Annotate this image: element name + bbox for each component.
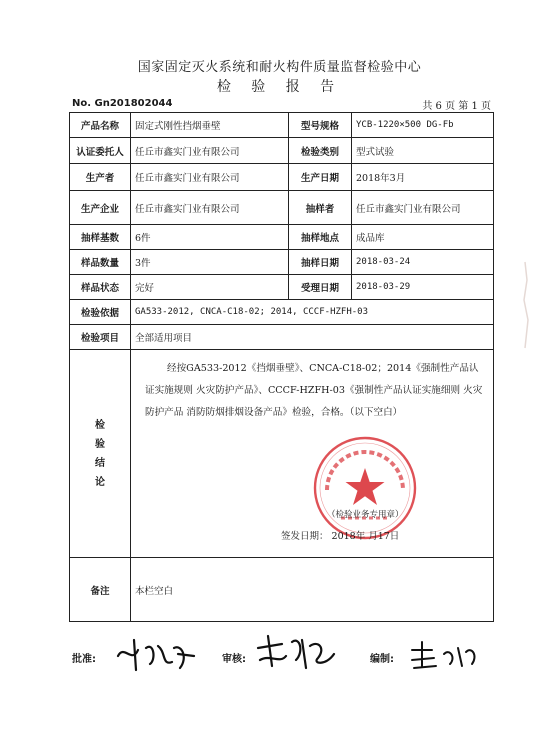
table-row bbox=[70, 191, 494, 225]
table-row bbox=[70, 164, 494, 191]
conclusion-label-char: 验 bbox=[95, 438, 105, 450]
report-table bbox=[69, 112, 494, 622]
table-row bbox=[70, 138, 494, 164]
sample-base-label: 抽样基数 bbox=[70, 225, 131, 250]
sampling-location-value: 成品库 bbox=[352, 225, 494, 250]
institution-name: 国家固定灭火系统和耐火构件质量监督检验中心 bbox=[137, 60, 422, 75]
approve-label: 批准: bbox=[72, 654, 96, 665]
note-label: 备注 bbox=[70, 558, 131, 622]
conclusion-label-char: 检 bbox=[95, 419, 105, 431]
received-date-label: 受理日期 bbox=[289, 275, 352, 300]
basis-value: GA533-2012, CNCA-C18-02; 2014, CCCF-HZFH-03 bbox=[131, 300, 494, 325]
table-row bbox=[70, 275, 494, 300]
compile-label: 编制: bbox=[370, 654, 394, 665]
paper-stain-mark bbox=[521, 260, 535, 350]
model-value: YCB-1220×500 DG-Fb bbox=[352, 113, 494, 138]
approver-signature bbox=[112, 634, 202, 674]
table-row bbox=[70, 250, 494, 275]
inspection-type-value: 型式试验 bbox=[352, 138, 494, 164]
basis-label: 检验依据 bbox=[70, 300, 131, 325]
table-row bbox=[70, 300, 494, 325]
sampling-date-value: 2018-03-24 bbox=[352, 250, 494, 275]
manufacturer-value: 任丘市鑫实门业有限公司 bbox=[131, 191, 289, 225]
sample-status-label: 样品状态 bbox=[70, 275, 131, 300]
producer-label: 生产者 bbox=[70, 164, 131, 191]
model-label: 型号规格 bbox=[289, 113, 352, 138]
sampling-location-label: 抽样地点 bbox=[289, 225, 352, 250]
producer-value: 任丘市鑫实门业有限公司 bbox=[131, 164, 289, 191]
sample-qty-value: 3件 bbox=[131, 250, 289, 275]
conclusion-cell bbox=[131, 350, 494, 558]
manufacturer-label: 生产企业 bbox=[70, 191, 131, 225]
product-name: 固定式刚性挡烟垂壁 bbox=[131, 113, 289, 138]
sample-qty-label: 样品数量 bbox=[70, 250, 131, 275]
inspection-type-label: 检验类别 bbox=[289, 138, 352, 164]
production-date-label: 生产日期 bbox=[289, 164, 352, 191]
sampler-value: 任丘市鑫实门业有限公司 bbox=[352, 191, 494, 225]
table-row bbox=[70, 225, 494, 250]
sample-base-value: 6件 bbox=[131, 225, 289, 250]
conclusion-text: 经按GA533-2012《挡烟垂壁》、CNCA-C18-02；2014《强制性产品认证实施规则 火灾防护产品》、CCCF-HZFH-03《强制性产品认证实施细则 火灾防护产品 消防防烟排烟设备产品》检验，合格。（以下空白） bbox=[145, 363, 483, 418]
client-value: 任丘市鑫实门业有限公司 bbox=[131, 138, 289, 164]
table-row bbox=[70, 350, 494, 558]
conclusion-label-char: 结 bbox=[95, 457, 105, 469]
compiler-signature bbox=[406, 638, 486, 672]
seal-caption: （检验业务专用章） bbox=[327, 510, 404, 520]
table-row bbox=[70, 113, 494, 138]
sampler-label: 抽样者 bbox=[289, 191, 352, 225]
items-label: 检验项目 bbox=[70, 325, 131, 350]
table-row bbox=[70, 558, 494, 622]
reviewer-signature bbox=[252, 630, 342, 674]
received-date-value: 2018-03-29 bbox=[352, 275, 494, 300]
official-seal-stamp bbox=[311, 434, 419, 542]
signature-footer bbox=[72, 648, 502, 688]
review-label: 审核: bbox=[222, 654, 246, 665]
production-date-value: 2018年3月 bbox=[352, 164, 494, 191]
report-number: No. Gn201802044 bbox=[72, 98, 173, 109]
page-info: 共 6 页 第 1 页 bbox=[422, 101, 491, 112]
table-row bbox=[70, 325, 494, 350]
product-name-label: 产品名称 bbox=[70, 113, 131, 138]
conclusion-label bbox=[70, 350, 131, 558]
sample-status-value: 完好 bbox=[131, 275, 289, 300]
sampling-date-label: 抽样日期 bbox=[289, 250, 352, 275]
client-label: 认证委托人 bbox=[70, 138, 131, 164]
items-value: 全部适用项目 bbox=[131, 325, 494, 350]
conclusion-label-char: 论 bbox=[95, 476, 105, 488]
report-title: 检 验 报 告 bbox=[216, 79, 343, 95]
issue-date: 签发日期： 2018年 月17日 bbox=[281, 531, 400, 542]
note-value: 本栏空白 bbox=[131, 558, 494, 622]
